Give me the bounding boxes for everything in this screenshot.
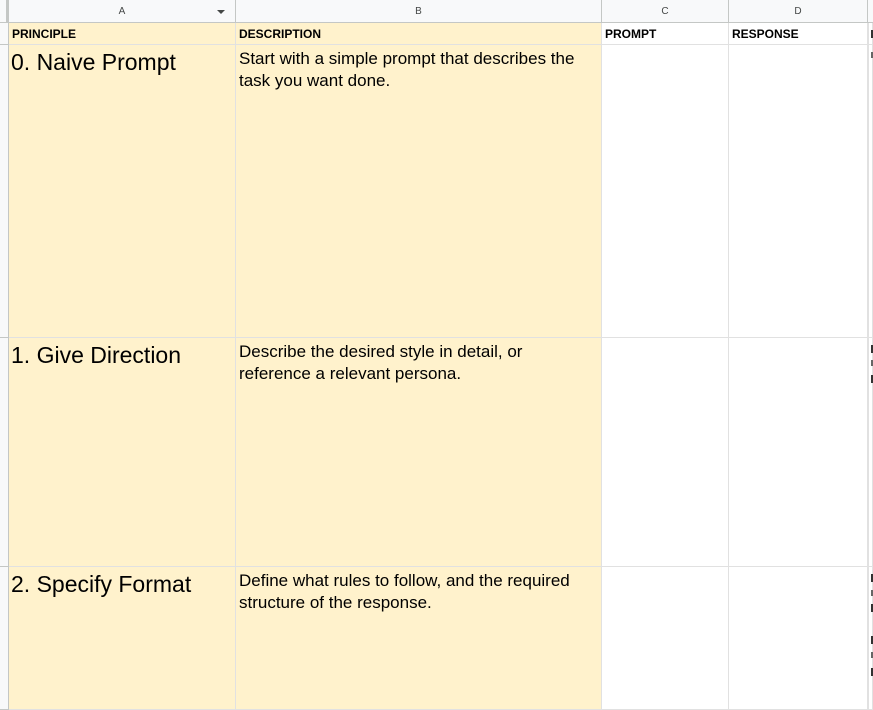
- row-header-1[interactable]: [0, 23, 9, 45]
- cell-description-header[interactable]: [236, 23, 602, 45]
- principle-description: Start with a simple prompt that describes the task you want done.: [239, 49, 575, 90]
- cell-principle-0[interactable]: [9, 45, 236, 338]
- principle-description: Define what rules to follow, and the required structure of the response.: [239, 571, 570, 612]
- cell-description-1[interactable]: [236, 338, 602, 567]
- cell-e-1[interactable]: [868, 338, 873, 567]
- column-letter-a: A: [118, 6, 126, 17]
- response-header: RESPONSE: [732, 27, 799, 41]
- cell-description-0[interactable]: [236, 45, 602, 338]
- principle-description: Describe the desired style in detail, or reference a relevant persona.: [239, 342, 523, 383]
- cell-principle-2[interactable]: [9, 567, 236, 710]
- filter-dropdown-icon[interactable]: [217, 10, 225, 14]
- cell-prompt-header[interactable]: [602, 23, 729, 45]
- column-header-a[interactable]: [9, 0, 236, 23]
- row-header-4[interactable]: [0, 567, 9, 710]
- column-letter-b: B: [415, 6, 422, 17]
- prompt-value: [602, 338, 728, 341]
- column-letter-d: D: [794, 6, 802, 17]
- prompt-value: [602, 45, 728, 48]
- cell-response-2[interactable]: [729, 567, 868, 710]
- response-value: [729, 338, 867, 341]
- response-value: [729, 45, 867, 48]
- column-header-d[interactable]: [729, 0, 868, 23]
- column-header-c[interactable]: [602, 0, 729, 23]
- cell-principle-1[interactable]: [9, 338, 236, 567]
- select-all-corner[interactable]: [0, 0, 9, 23]
- cell-response-0[interactable]: [729, 45, 868, 338]
- row-header-3[interactable]: [0, 338, 9, 567]
- column-header-b[interactable]: [236, 0, 602, 23]
- description-header: DESCRIPTION: [239, 27, 322, 41]
- cell-response-header[interactable]: [729, 23, 868, 45]
- column-header-e[interactable]: [868, 0, 873, 23]
- cell-prompt-1[interactable]: [602, 338, 729, 567]
- cell-e-0[interactable]: [868, 45, 873, 338]
- principle-name: 1. Give Direction: [11, 342, 182, 368]
- cell-prompt-0[interactable]: [602, 45, 729, 338]
- cell-prompt-2[interactable]: [602, 567, 729, 710]
- principle-name: 0. Naive Prompt: [11, 49, 176, 75]
- principle-name: 2. Specify Format: [11, 571, 192, 597]
- prompt-value: [602, 567, 728, 570]
- prompt-header: PROMPT: [605, 27, 657, 41]
- principle-header: PRINCIPLE: [12, 27, 77, 41]
- cell-principle-header[interactable]: [9, 23, 236, 45]
- cell-description-2[interactable]: [236, 567, 602, 710]
- response-value: [729, 567, 867, 570]
- column-letter-c: C: [661, 6, 669, 17]
- row-header-2[interactable]: [0, 45, 9, 338]
- cell-response-1[interactable]: [729, 338, 868, 567]
